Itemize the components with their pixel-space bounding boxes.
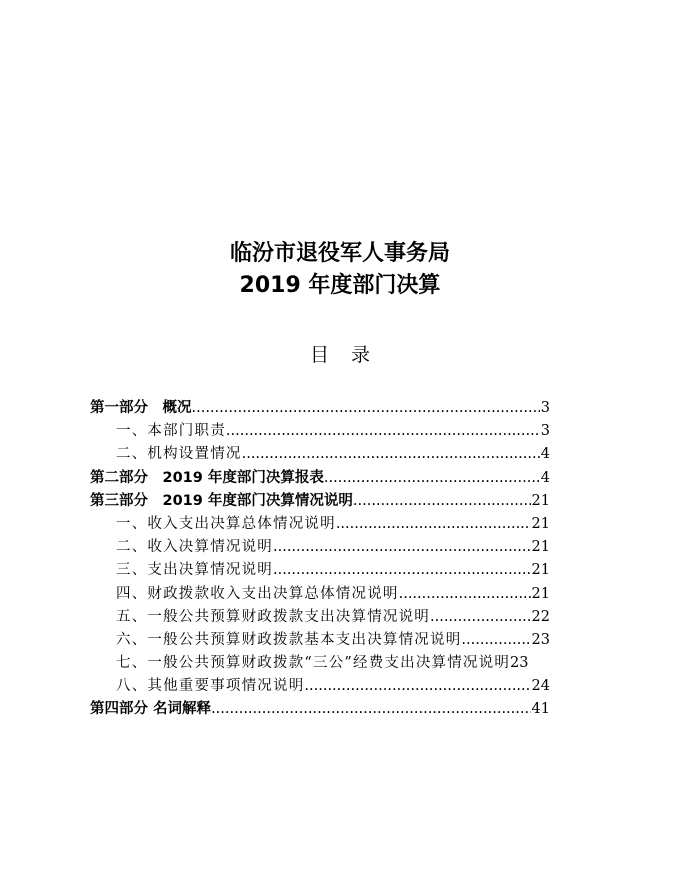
toc-entry-fiscal-overall[interactable] — [90, 582, 550, 605]
toc-dot-leader — [324, 470, 540, 486]
toc-dot-leader — [242, 446, 540, 462]
toc-entry-label: 四、财政拨款收入支出决算总体情况说明 — [116, 585, 399, 602]
toc-entry-label: 一、收入支出决算总体情况说明 — [116, 515, 336, 532]
toc-entry-three-public[interactable] — [90, 651, 550, 674]
toc-entry-duties[interactable] — [90, 419, 550, 442]
toc-entry-part-1[interactable] — [90, 396, 550, 419]
toc-entry-other-matters[interactable] — [90, 674, 550, 697]
toc-entry-page: 21 — [531, 539, 550, 556]
toc-entry-page: 23 — [531, 631, 550, 648]
toc-dot-leader — [211, 701, 530, 717]
toc-entry-label: 五、一般公共预算财政拨款支出决算情况说明 — [116, 608, 430, 625]
toc-entry-label: 三、支出决算情况说明 — [116, 562, 273, 579]
toc-entry-basic-expenditure[interactable] — [90, 628, 550, 651]
toc-entry-page: 3 — [540, 400, 550, 416]
table-of-contents — [90, 396, 550, 721]
toc-entry-page: 4 — [540, 446, 550, 463]
toc-entry-income[interactable] — [90, 535, 550, 558]
title-line-organization: 临汾市退役军人事务局 — [229, 241, 450, 266]
toc-entry-page: 21 — [531, 492, 550, 509]
toc-entry-label: 二、机构设置情况 — [116, 446, 242, 463]
toc-entry-label: 六、一般公共预算财政拨款基本支出决算情况说明 — [116, 631, 462, 648]
toc-entry-label: 一、本部门职责 — [116, 423, 226, 440]
toc-dot-leader — [461, 632, 530, 648]
toc-entry-page: 24 — [531, 678, 550, 695]
toc-entry-label: 第三部分 2019 年度部门决算情况说明 — [90, 492, 353, 509]
toc-heading: 目录 — [309, 344, 392, 366]
toc-entry-part-2[interactable] — [90, 466, 550, 489]
toc-entry-label: 第四部分 名词解释 — [90, 701, 212, 718]
toc-entry-public-budget[interactable] — [90, 605, 550, 628]
toc-entry-page: 4 — [540, 469, 550, 486]
toc-dot-leader — [226, 423, 540, 439]
toc-dot-leader — [353, 493, 531, 509]
toc-dot-leader — [430, 609, 531, 625]
toc-entry-label: 第二部分 2019 年度部门决算报表 — [90, 469, 324, 486]
toc-entry-label: 八、其他重要事项情况说明 — [116, 678, 305, 695]
toc-entry-page: 21 — [531, 562, 550, 579]
toc-entry-page: 23 — [510, 655, 529, 672]
toc-entry-organization[interactable] — [90, 442, 550, 465]
toc-entry-page: 21 — [531, 585, 550, 602]
toc-entry-page: 3 — [540, 423, 550, 440]
toc-entry-page: 41 — [531, 701, 550, 718]
toc-dot-leader — [273, 562, 531, 578]
toc-entry-page: 22 — [531, 608, 550, 625]
toc-dot-leader — [336, 516, 531, 532]
document-title — [0, 238, 680, 302]
toc-entry-part-4[interactable] — [90, 697, 550, 720]
toc-entry-overall[interactable] — [90, 512, 550, 535]
toc-dot-leader — [304, 678, 530, 694]
toc-entry-label: 第一部分 概况 — [90, 400, 192, 416]
toc-entry-expenditure[interactable] — [90, 558, 550, 581]
toc-dot-leader — [273, 539, 531, 555]
toc-entry-label: 二、收入决算情况说明 — [116, 539, 273, 556]
title-line-report: 2019 年度部门决算 — [239, 273, 441, 298]
toc-entry-page: 21 — [531, 515, 550, 532]
toc-dot-leader — [192, 400, 540, 416]
toc-entry-label: 七、一般公共预算财政拨款“三公”经费支出决算情况说明 — [116, 655, 511, 672]
toc-dot-leader — [399, 586, 531, 602]
toc-entry-part-3[interactable] — [90, 489, 550, 512]
